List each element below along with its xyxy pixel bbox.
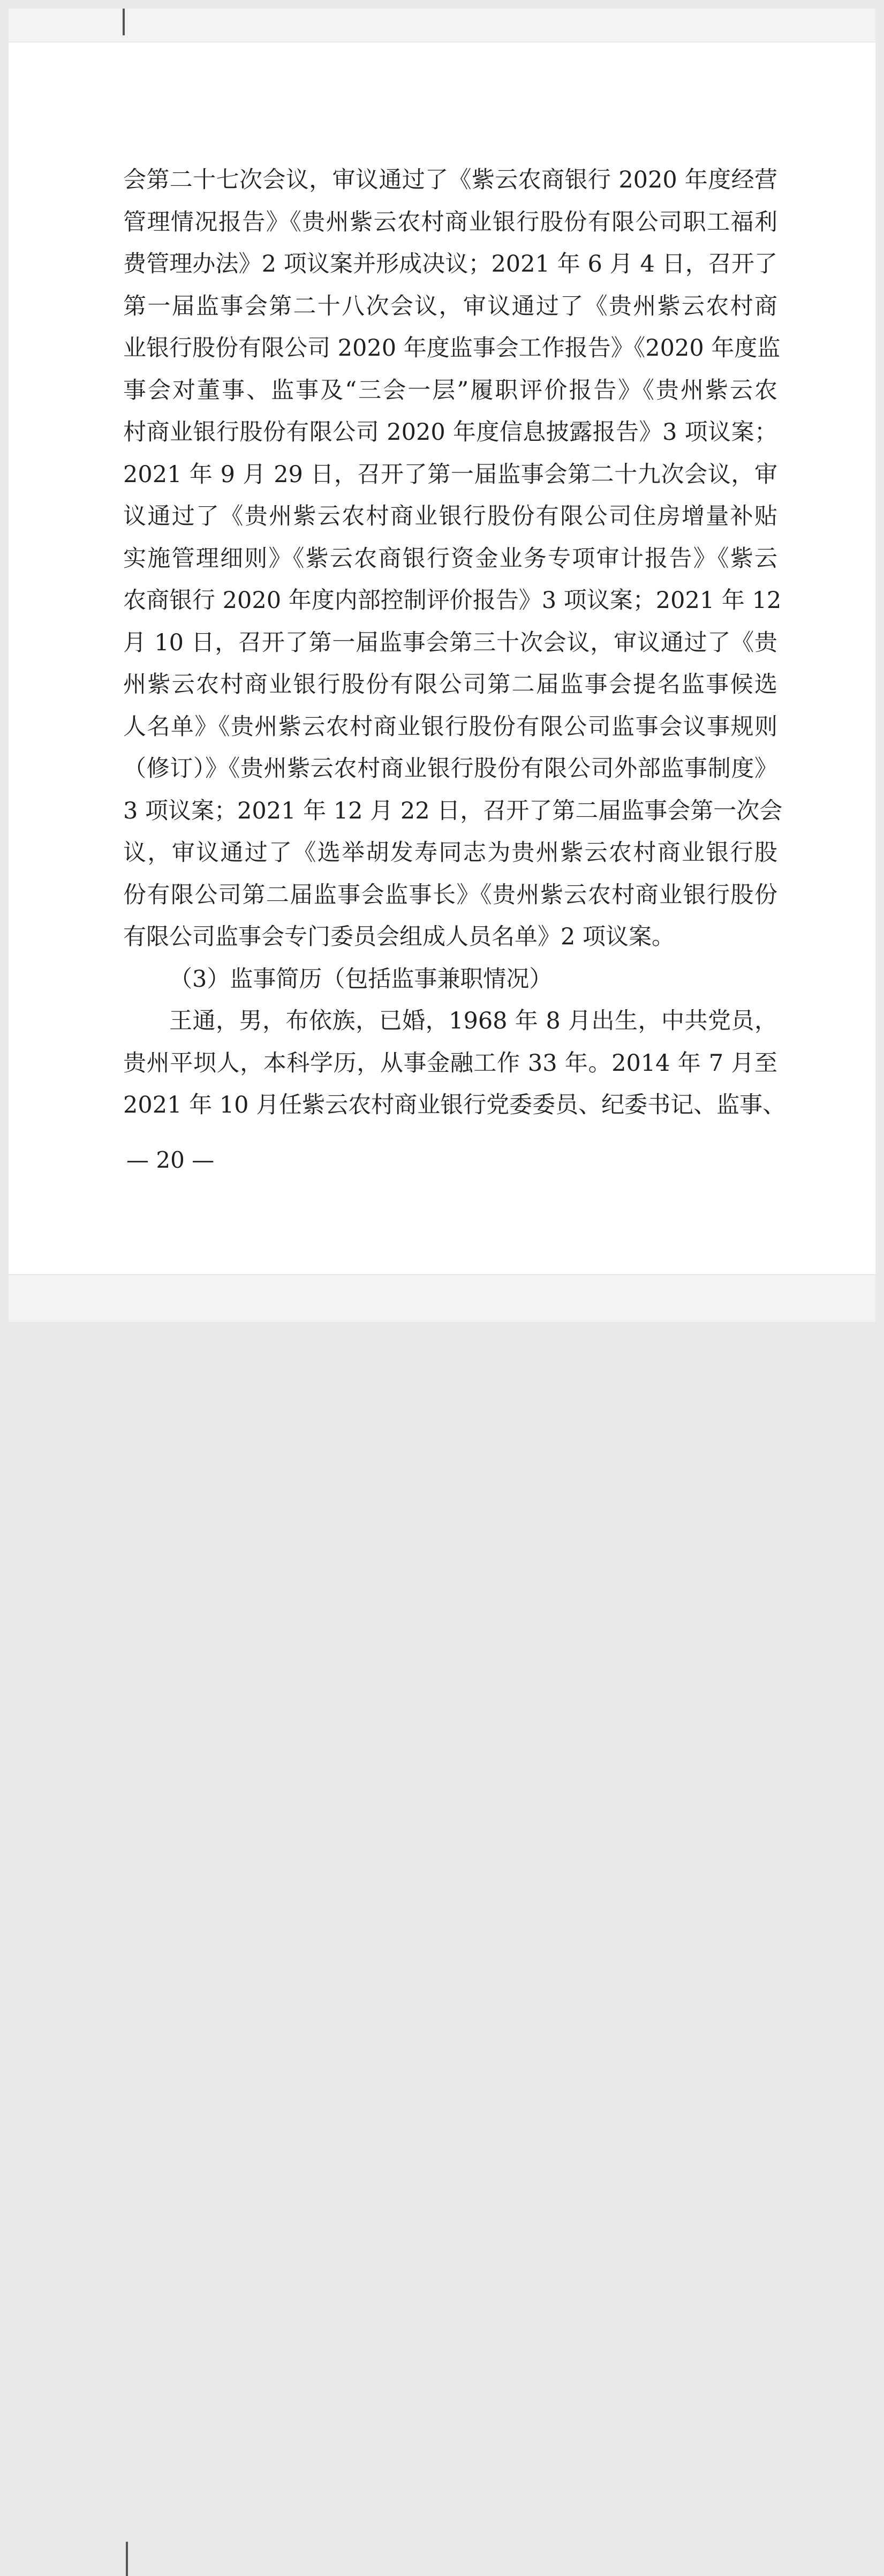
text-line: （修订）》《贵州紫云农村商业银行股份有限公司外部监事制度》 xyxy=(123,755,777,782)
scan-bottom-band xyxy=(9,1274,875,1322)
text-line: 费管理办法》2 项议案并形成决议；2021 年 6 月 4 日，召开了 xyxy=(123,251,777,277)
text-line: 议通过了《贵州紫云农村商业银行股份有限公司住房增量补贴 xyxy=(123,503,777,530)
text-line: 2021 年 9 月 29 日，召开了第一届监事会第二十九次会议，审 xyxy=(123,461,777,488)
text-line: 2021 年 10 月任紫云农村商业银行党委委员、纪委书记、监事、 xyxy=(123,1092,786,1118)
text-line: 份有限公司第二届监事会监事长》《贵州紫云农村商业银行股份 xyxy=(123,881,777,908)
text-line: 事会对董事、监事及“三会一层”履职评价报告》《贵州紫云农 xyxy=(123,377,777,404)
text-line: 实施管理细则》《紫云农商银行资金业务专项审计报告》《紫云 xyxy=(123,545,777,572)
text-line: 3 项议案；2021 年 12 月 22 日，召开了第二届监事会第一次会 xyxy=(123,797,783,824)
document-page xyxy=(9,9,875,1321)
text-line: 管理情况报告》《贵州紫云农村商业银行股份有限公司职工福利 xyxy=(123,208,777,236)
page-number: — 20 — xyxy=(126,1147,215,1173)
text-line: 议，审议通过了《选举胡发寿同志为贵州紫云农村商业银行股 xyxy=(123,839,777,866)
text-line: 业银行股份有限公司 2020 年度监事会工作报告》《2020 年度监 xyxy=(123,335,781,362)
text-line: 州紫云农村商业银行股份有限公司第二届监事会提名监事候选 xyxy=(123,671,777,698)
binding-mark-top xyxy=(123,9,125,35)
body-text xyxy=(123,159,786,1126)
text-line: 人名单》《贵州紫云农村商业银行股份有限公司监事会议事规则 xyxy=(123,713,777,740)
text-line: 会第二十七次会议，审议通过了《紫云农商银行 2020 年度经营 xyxy=(123,167,777,193)
text-line: 王通，男，布依族，已婚，1968 年 8 月出生，中共党员， xyxy=(169,1008,777,1034)
text-line: 月 10 日，召开了第一届监事会第三十次会议，审议通过了《贵 xyxy=(123,629,777,656)
text-line: 第一届监事会第二十八次会议，审议通过了《贵州紫云农村商 xyxy=(123,292,777,320)
text-line: 农商银行 2020 年度内部控制评价报告》3 项议案；2021 年 12 xyxy=(123,587,782,614)
section-heading: （3）监事简历（包括监事兼职情况） xyxy=(169,965,553,993)
text-line: 贵州平坝人，本科学历，从事金融工作 33 年。2014 年 7 月至 xyxy=(123,1049,777,1077)
scan-top-band xyxy=(9,9,875,42)
text-line: 村商业银行股份有限公司 2020 年度信息披露报告》3 项议案； xyxy=(123,419,777,446)
binding-mark-bottom xyxy=(126,2542,128,2576)
text-line: 有限公司监事会专门委员会组成人员名单》2 项议案。 xyxy=(123,923,675,950)
